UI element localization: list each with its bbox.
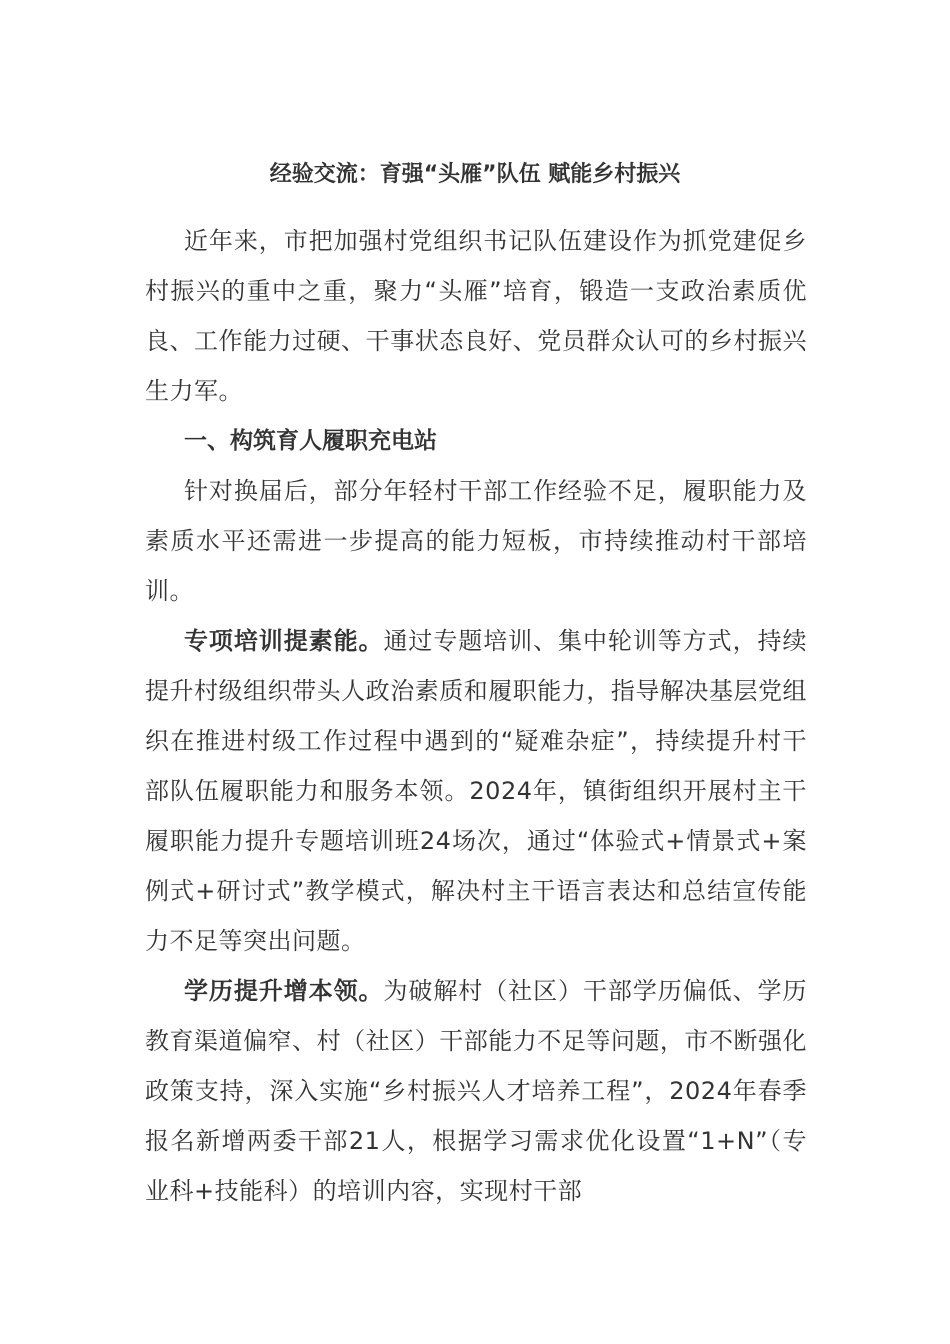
intro-paragraph: 近年来，市把加强村党组织书记队伍建设作为抓党建促乡村振兴的重中之重，聚力“头雁”培育，锻造一支政治素质优良、工作能力过硬、干事状态良好、党员群众认可的乡村振兴生力军。 bbox=[145, 227, 807, 405]
document-body bbox=[145, 216, 807, 1216]
education-paragraph bbox=[145, 966, 807, 1216]
section-paragraph: 针对换届后，部分年轻村干部工作经验不足，履职能力及素质水平还需进一步提高的能力短板，市持续推动村干部培训。 bbox=[145, 477, 807, 605]
training-paragraph bbox=[145, 616, 807, 966]
education-text: 为破解村（社区）干部学历偏低、学历教育渠道偏窄、村（社区）干部能力不足等问题，市不断强化政策支持，深入实施“乡村振兴人才培养工程”，2024年春季报名新增两委干部21人，根据学习需求优化设置“1+N”（专业科+技能科）的培训内容，实现村干部 bbox=[145, 977, 807, 1205]
education-lead: 学历提升增本领。 bbox=[184, 977, 384, 1005]
section-heading: 一、构筑育人履职充电站 bbox=[184, 428, 437, 454]
document-title: 经验交流：育强“头雁”队伍 赋能乡村振兴 bbox=[269, 162, 681, 187]
training-lead: 专项培训提素能。 bbox=[184, 627, 384, 655]
training-text: 通过专题培训、集中轮训等方式，持续提升村级组织带头人政治素质和履职能力，指导解决基层党组织在推进村级工作过程中遇到的“疑难杂症”，持续提升村干部队伍履职能力和服务本领。2024年，镇街组织开展村主干履职能力提升专题培训班24场次，通过“体验式+情景式+案例式+研讨式”教学模式，解决村主干语言表达和总结宣传能力不足等突出问题。 bbox=[145, 627, 807, 955]
